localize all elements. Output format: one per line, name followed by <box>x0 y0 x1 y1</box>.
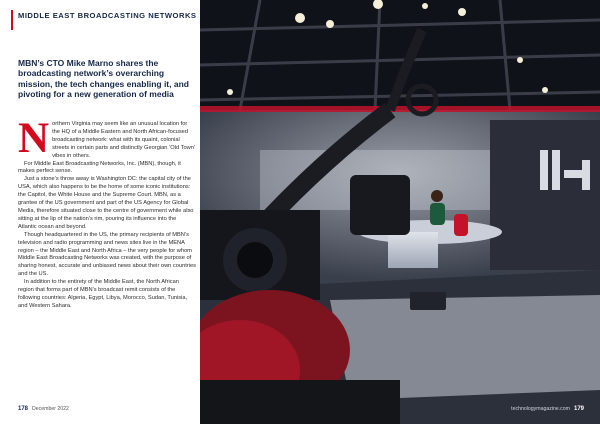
paragraph-4: Though headquartered in the US, the primary recipients of MBN’s television and radio programming and news sites live in the MENA region – the Middle East and North Africa – the very people for whom Middle East Broadcasting Networks was created, with the purpose of sharing honest, accurate and unbiased news about their own countries and the US. <box>18 231 197 278</box>
paragraph-3: Just a stone’s throw away is Washington DC: the capital city of the USA, which also happens to be the home of some iconic institutions: the Capitol, the White House and the Supreme Court. MBN, as a grantee of the US government and part of the US Agency for Global Media, therefore situated close to the centre of government while also sitting at the lip of the nation’s rim, pouring its influence into the Atlantic ocean and beyond. <box>18 176 194 230</box>
folio-left <box>18 406 69 412</box>
studio-photo <box>200 0 600 424</box>
paragraph-1-text: orthern Virginia may seem like an unusual location for the HQ of a Middle Eastern and North African-focused broadcasting network: what with its quaint, colonial streets in certain parts and distinctly Georgian ‘Old Town’ vibes in others. <box>52 121 195 159</box>
paragraph-2: For Middle East Broadcasting Networks, Inc. (MBN), though, it makes perfect sense. <box>18 160 181 175</box>
page-number-left: 178 <box>18 406 29 412</box>
standfirst: MBN’s CTO Mike Marno shares the broadcasting network’s overarching mission, the tech changes enabling it, and pivoting for a new generation of media <box>18 58 189 100</box>
section-accent-bar <box>11 10 13 30</box>
article-body <box>18 115 197 311</box>
left-page <box>0 0 200 424</box>
presenter <box>431 190 443 202</box>
studio-illustration <box>200 0 600 424</box>
issue-date: December 2022 <box>32 406 69 412</box>
paragraph-1 <box>18 115 196 162</box>
dropcap: N <box>18 115 50 162</box>
folio-right <box>511 406 584 412</box>
section-label: MIDDLE EAST BROADCASTING NETWORKS <box>18 11 197 20</box>
website: technologymagazine.com <box>511 406 570 412</box>
page-number-right: 179 <box>573 406 584 412</box>
paragraph-5: In addition to the entirety of the Middle East, the North African region that forms part of MBN’s broadcast remit consists of the following countries: Algeria, Egypt, Libya, Morocco, Sudan, Tunisia, and Western Sahara. <box>18 279 188 309</box>
